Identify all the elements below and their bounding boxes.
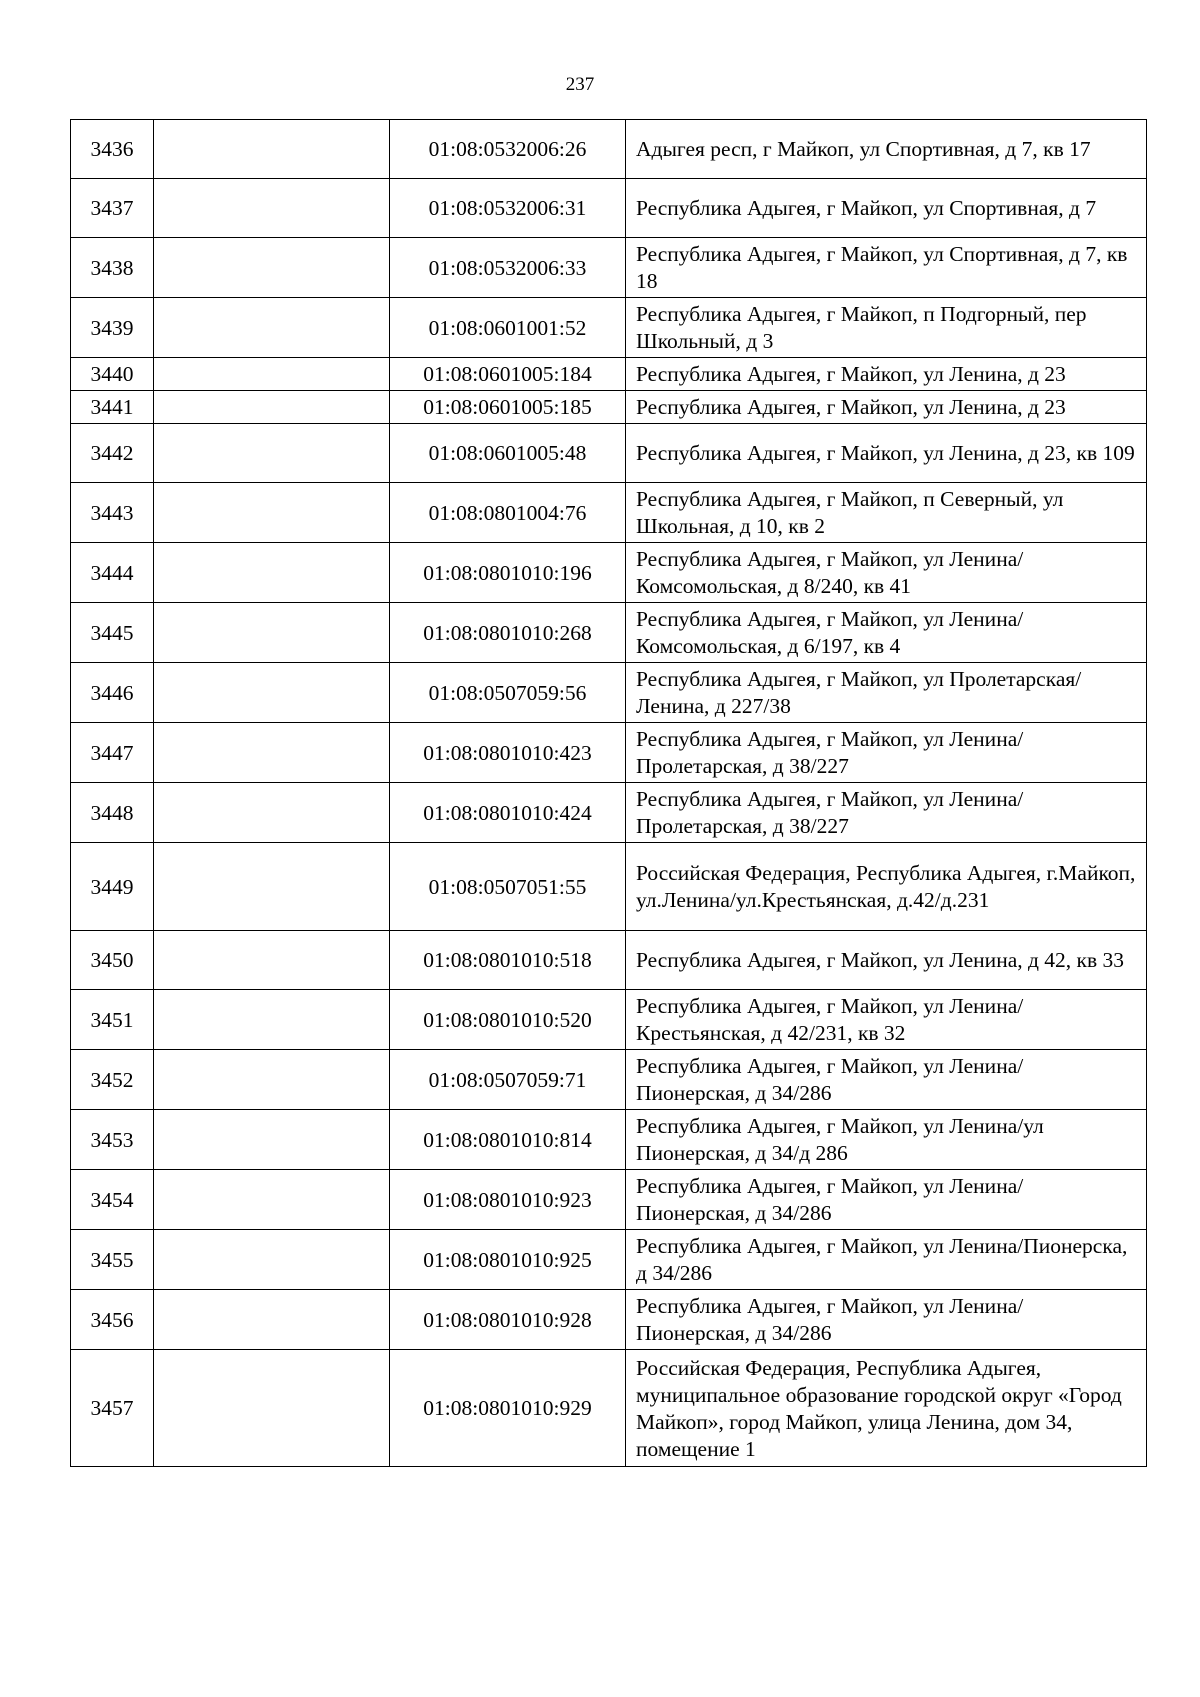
row-name-cell bbox=[154, 120, 390, 179]
row-number-cell: 3439 bbox=[71, 298, 154, 358]
address-cell: Республика Адыгея, г Майкоп, ул Ленина/ул Пионерская, д 34/д 286 bbox=[626, 1110, 1147, 1170]
cadastral-number-cell: 01:08:0801010:196 bbox=[390, 543, 626, 603]
cadastral-number-cell: 01:08:0507059:71 bbox=[390, 1050, 626, 1110]
address-cell: Республика Адыгея, г Майкоп, ул Спортивная, д 7 bbox=[626, 179, 1147, 238]
cadastral-number-cell: 01:08:0801004:76 bbox=[390, 483, 626, 543]
address-cell: Республика Адыгея, г Майкоп, ул Ленина, д 42, кв 33 bbox=[626, 931, 1147, 990]
row-name-cell bbox=[154, 1350, 390, 1467]
row-name-cell bbox=[154, 543, 390, 603]
row-name-cell bbox=[154, 990, 390, 1050]
address-cell: Республика Адыгея, г Майкоп, ул Спортивная, д 7, кв 18 bbox=[626, 238, 1147, 298]
cadastral-number-cell: 01:08:0801010:268 bbox=[390, 603, 626, 663]
cadastral-number-cell: 01:08:0801010:520 bbox=[390, 990, 626, 1050]
cadastral-number-cell: 01:08:0801010:424 bbox=[390, 783, 626, 843]
table-row bbox=[71, 358, 1147, 391]
row-number-cell: 3455 bbox=[71, 1230, 154, 1290]
row-number-cell: 3456 bbox=[71, 1290, 154, 1350]
row-number-cell: 3447 bbox=[71, 723, 154, 783]
address-cell: Адыгея респ, г Майкоп, ул Спортивная, д 7, кв 17 bbox=[626, 120, 1147, 179]
table-row bbox=[71, 238, 1147, 298]
row-number-cell: 3443 bbox=[71, 483, 154, 543]
table-row bbox=[71, 663, 1147, 723]
table-row bbox=[71, 931, 1147, 990]
address-cell: Республика Адыгея, г Майкоп, ул Ленина, д 23 bbox=[626, 358, 1147, 391]
row-number-cell: 3457 bbox=[71, 1350, 154, 1467]
address-cell: Республика Адыгея, г Майкоп, ул Пролетарская/Ленина, д 227/38 bbox=[626, 663, 1147, 723]
property-table bbox=[70, 119, 1147, 1467]
address-cell: Республика Адыгея, г Майкоп, ул Ленина, д 23, кв 109 bbox=[626, 424, 1147, 483]
address-cell: Республика Адыгея, г Майкоп, ул Ленина, д 23 bbox=[626, 391, 1147, 424]
row-name-cell bbox=[154, 603, 390, 663]
row-number-cell: 3449 bbox=[71, 843, 154, 931]
table-row bbox=[71, 723, 1147, 783]
table-row bbox=[71, 391, 1147, 424]
address-cell: Республика Адыгея, г Майкоп, п Подгорный, пер Школьный, д 3 bbox=[626, 298, 1147, 358]
row-number-cell: 3448 bbox=[71, 783, 154, 843]
row-name-cell bbox=[154, 843, 390, 931]
row-name-cell bbox=[154, 783, 390, 843]
address-cell: Республика Адыгея, г Майкоп, ул Ленина/Пионерская, д 34/286 bbox=[626, 1290, 1147, 1350]
cadastral-number-cell: 01:08:0601005:184 bbox=[390, 358, 626, 391]
row-name-cell bbox=[154, 1050, 390, 1110]
row-name-cell bbox=[154, 663, 390, 723]
cadastral-number-cell: 01:08:0532006:33 bbox=[390, 238, 626, 298]
cadastral-number-cell: 01:08:0532006:26 bbox=[390, 120, 626, 179]
table-row bbox=[71, 990, 1147, 1050]
table-row bbox=[71, 1230, 1147, 1290]
cadastral-number-cell: 01:08:0801010:814 bbox=[390, 1110, 626, 1170]
table-row bbox=[71, 1110, 1147, 1170]
table-row bbox=[71, 603, 1147, 663]
address-cell: Республика Адыгея, г Майкоп, ул Ленина/Пролетарская, д 38/227 bbox=[626, 783, 1147, 843]
table-body bbox=[71, 120, 1147, 1467]
row-number-cell: 3446 bbox=[71, 663, 154, 723]
row-name-cell bbox=[154, 1230, 390, 1290]
row-number-cell: 3441 bbox=[71, 391, 154, 424]
row-name-cell bbox=[154, 298, 390, 358]
row-number-cell: 3442 bbox=[71, 424, 154, 483]
cadastral-number-cell: 01:08:0601001:52 bbox=[390, 298, 626, 358]
address-cell: Республика Адыгея, г Майкоп, ул Ленина/Комсомольская, д 6/197, кв 4 bbox=[626, 603, 1147, 663]
row-number-cell: 3452 bbox=[71, 1050, 154, 1110]
row-number-cell: 3438 bbox=[71, 238, 154, 298]
table-row bbox=[71, 1170, 1147, 1230]
table-row bbox=[71, 483, 1147, 543]
address-cell: Республика Адыгея, г Майкоп, ул Ленина/Пионерская, д 34/286 bbox=[626, 1050, 1147, 1110]
address-cell: Российская Федерация, Республика Адыгея, г.Майкоп, ул.Ленина/ул.Крестьянская, д.42/д.231 bbox=[626, 843, 1147, 931]
row-number-cell: 3437 bbox=[71, 179, 154, 238]
address-cell: Республика Адыгея, г Майкоп, ул Ленина/Пионерская, д 34/286 bbox=[626, 1170, 1147, 1230]
address-cell: Республика Адыгея, г Майкоп, п Северный, ул Школьная, д 10, кв 2 bbox=[626, 483, 1147, 543]
row-number-cell: 3440 bbox=[71, 358, 154, 391]
cadastral-number-cell: 01:08:0801010:518 bbox=[390, 931, 626, 990]
table-row bbox=[71, 424, 1147, 483]
table-row bbox=[71, 1050, 1147, 1110]
row-number-cell: 3444 bbox=[71, 543, 154, 603]
row-name-cell bbox=[154, 424, 390, 483]
cadastral-number-cell: 01:08:0801010:925 bbox=[390, 1230, 626, 1290]
table-row bbox=[71, 1290, 1147, 1350]
address-cell: Республика Адыгея, г Майкоп, ул Ленина/Крестьянская, д 42/231, кв 32 bbox=[626, 990, 1147, 1050]
row-name-cell bbox=[154, 391, 390, 424]
row-name-cell bbox=[154, 483, 390, 543]
row-number-cell: 3454 bbox=[71, 1170, 154, 1230]
table-row bbox=[71, 1350, 1147, 1467]
table-row bbox=[71, 543, 1147, 603]
row-name-cell bbox=[154, 931, 390, 990]
row-name-cell bbox=[154, 358, 390, 391]
cadastral-number-cell: 01:08:0801010:928 bbox=[390, 1290, 626, 1350]
row-name-cell bbox=[154, 238, 390, 298]
row-name-cell bbox=[154, 723, 390, 783]
row-number-cell: 3453 bbox=[71, 1110, 154, 1170]
address-cell: Республика Адыгея, г Майкоп, ул Ленина/Пролетарская, д 38/227 bbox=[626, 723, 1147, 783]
table-row bbox=[71, 179, 1147, 238]
cadastral-number-cell: 01:08:0601005:48 bbox=[390, 424, 626, 483]
row-name-cell bbox=[154, 179, 390, 238]
cadastral-number-cell: 01:08:0801010:923 bbox=[390, 1170, 626, 1230]
row-name-cell bbox=[154, 1110, 390, 1170]
cadastral-number-cell: 01:08:0801010:929 bbox=[390, 1350, 626, 1467]
row-name-cell bbox=[154, 1290, 390, 1350]
table-row bbox=[71, 120, 1147, 179]
address-cell: Республика Адыгея, г Майкоп, ул Ленина/Пионерска, д 34/286 bbox=[626, 1230, 1147, 1290]
cadastral-number-cell: 01:08:0801010:423 bbox=[390, 723, 626, 783]
cadastral-number-cell: 01:08:0601005:185 bbox=[390, 391, 626, 424]
cadastral-number-cell: 01:08:0507059:56 bbox=[390, 663, 626, 723]
cadastral-number-cell: 01:08:0507051:55 bbox=[390, 843, 626, 931]
table-row bbox=[71, 783, 1147, 843]
row-number-cell: 3450 bbox=[71, 931, 154, 990]
row-number-cell: 3451 bbox=[71, 990, 154, 1050]
row-number-cell: 3445 bbox=[71, 603, 154, 663]
row-name-cell bbox=[154, 1170, 390, 1230]
row-number-cell: 3436 bbox=[71, 120, 154, 179]
address-cell: Российская Федерация, Республика Адыгея, муниципальное образование городской округ «Город Майкоп», город Майкоп, улица Ленина, дом 34, помещение 1 bbox=[626, 1350, 1147, 1467]
table-row bbox=[71, 843, 1147, 931]
address-cell: Республика Адыгея, г Майкоп, ул Ленина/Комсомольская, д 8/240, кв 41 bbox=[626, 543, 1147, 603]
table-row bbox=[71, 298, 1147, 358]
cadastral-number-cell: 01:08:0532006:31 bbox=[390, 179, 626, 238]
page-number: 237 bbox=[565, 74, 595, 95]
